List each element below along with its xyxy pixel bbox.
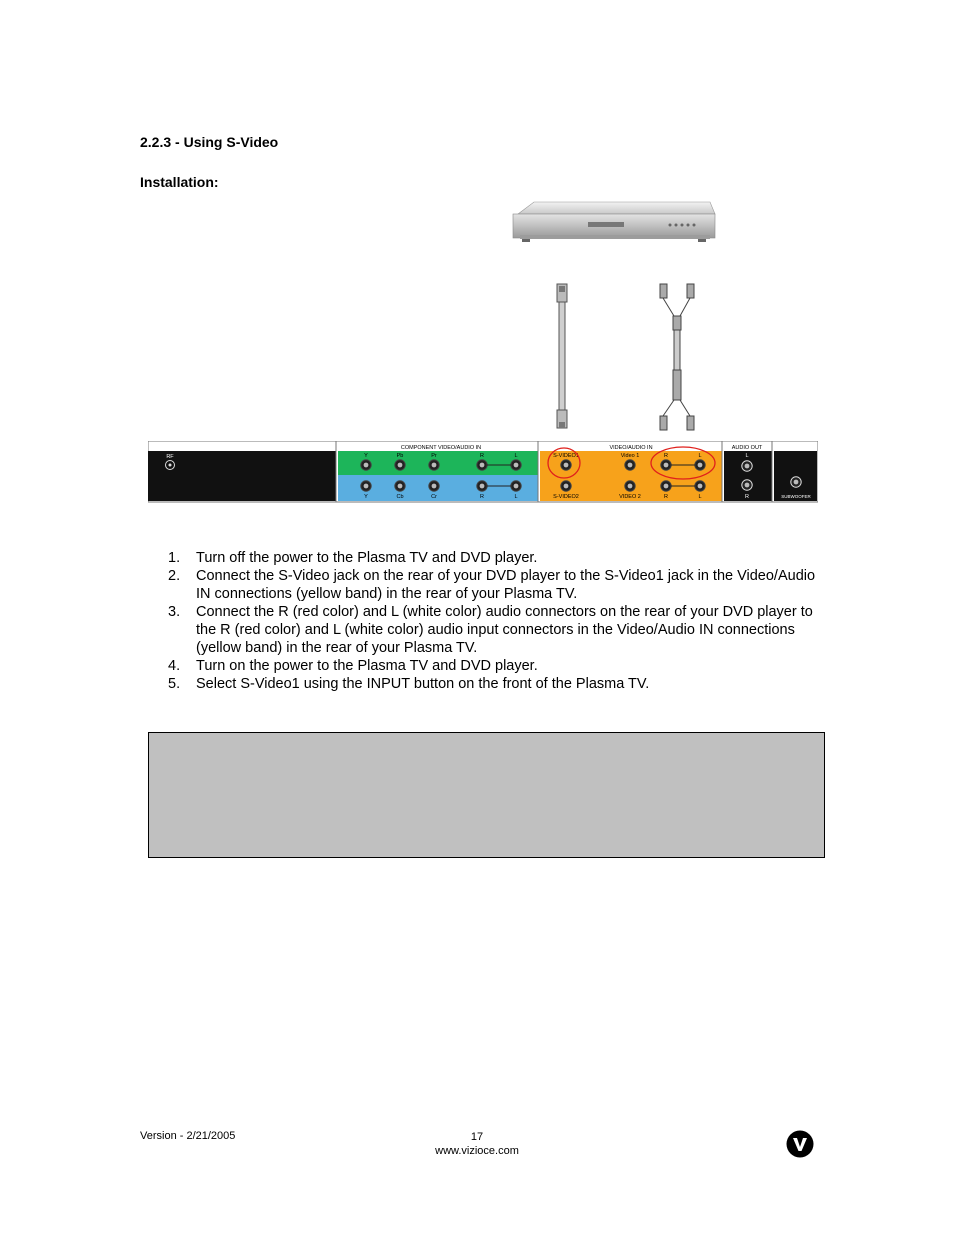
step-number: 1. (168, 550, 181, 566)
video-top-label: Video 1 (620, 453, 640, 459)
audio-out-label: L (745, 453, 749, 459)
video-bottom-label: R (664, 494, 668, 500)
subwoofer-label: SUBWOOFER (781, 494, 811, 499)
component-top-label: Y (364, 453, 368, 459)
step-number: 4. (168, 658, 181, 674)
component-top-label: Pr (431, 453, 437, 459)
vizio-logo-icon (786, 1130, 814, 1158)
step-text: Connect the R (red color) and L (white color) audio connectors on the rear of your DVD player to the R (red color) and L (white color) audio input connectors in the Video/Audio IN connections (yellow band) in the rear of your Plasma TV. (196, 604, 813, 656)
component-top-label: R (480, 453, 484, 459)
page-number: 17 (470, 1131, 484, 1143)
component-top-label: Pb (396, 453, 404, 459)
installation-heading: Installation: (140, 174, 219, 190)
step-item (160, 549, 820, 567)
rf-label: RF (166, 454, 174, 460)
step-text: Select S-Video1 using the INPUT button on the front of the Plasma TV. (196, 676, 650, 692)
tv-rear-panel (148, 441, 818, 503)
step-number: 5. (168, 676, 181, 692)
note-box (148, 732, 825, 858)
step-text: Connect the S-Video jack on the rear of your DVD player to the S-Video1 jack in the Video/Audio IN connections (yellow band) in the rear of your Plasma TV. (196, 568, 816, 602)
component-bottom-label: Cb (396, 494, 404, 500)
component-bottom-label: Cr (431, 494, 437, 500)
video-audio-in-header: VIDEO/AUDIO IN (609, 445, 653, 451)
version-label: Version - 2/21/2005 (140, 1130, 236, 1142)
step-item (160, 675, 820, 693)
section-title: 2.2.3 - Using S-Video (140, 134, 279, 150)
component-header: COMPONENT VIDEO/AUDIO IN (400, 445, 482, 451)
video-bottom-label: VIDEO 2 (619, 494, 641, 500)
step-item (160, 603, 820, 657)
step-text: Turn on the power to the Plasma TV and DVD player. (196, 658, 538, 674)
video-bottom-label: S-VIDEO2 (553, 494, 579, 500)
audio-out-header: AUDIO OUT (731, 445, 763, 451)
component-bottom-label: L (514, 494, 518, 500)
installation-steps (160, 549, 820, 693)
component-bottom-label: Y (364, 494, 368, 500)
dvd-player-image (510, 200, 718, 246)
component-top-label: L (514, 453, 518, 459)
video-top-label: S-VIDEO1 (553, 453, 579, 459)
rf-section (148, 451, 336, 501)
video-top-label: R (664, 453, 668, 459)
component-bottom-label: R (480, 494, 484, 500)
step-number: 2. (168, 568, 181, 584)
step-item (160, 657, 820, 675)
audio-out-label: R (745, 494, 749, 500)
video-top-label: L (698, 453, 702, 459)
video-bottom-label: L (698, 494, 702, 500)
s-video-cable-image (548, 282, 576, 434)
step-number: 3. (168, 604, 181, 620)
step-item (160, 567, 820, 603)
website-url: www.vizioce.com (435, 1145, 519, 1157)
audio-cable-image (656, 282, 700, 434)
step-text: Turn off the power to the Plasma TV and DVD player. (196, 550, 538, 566)
